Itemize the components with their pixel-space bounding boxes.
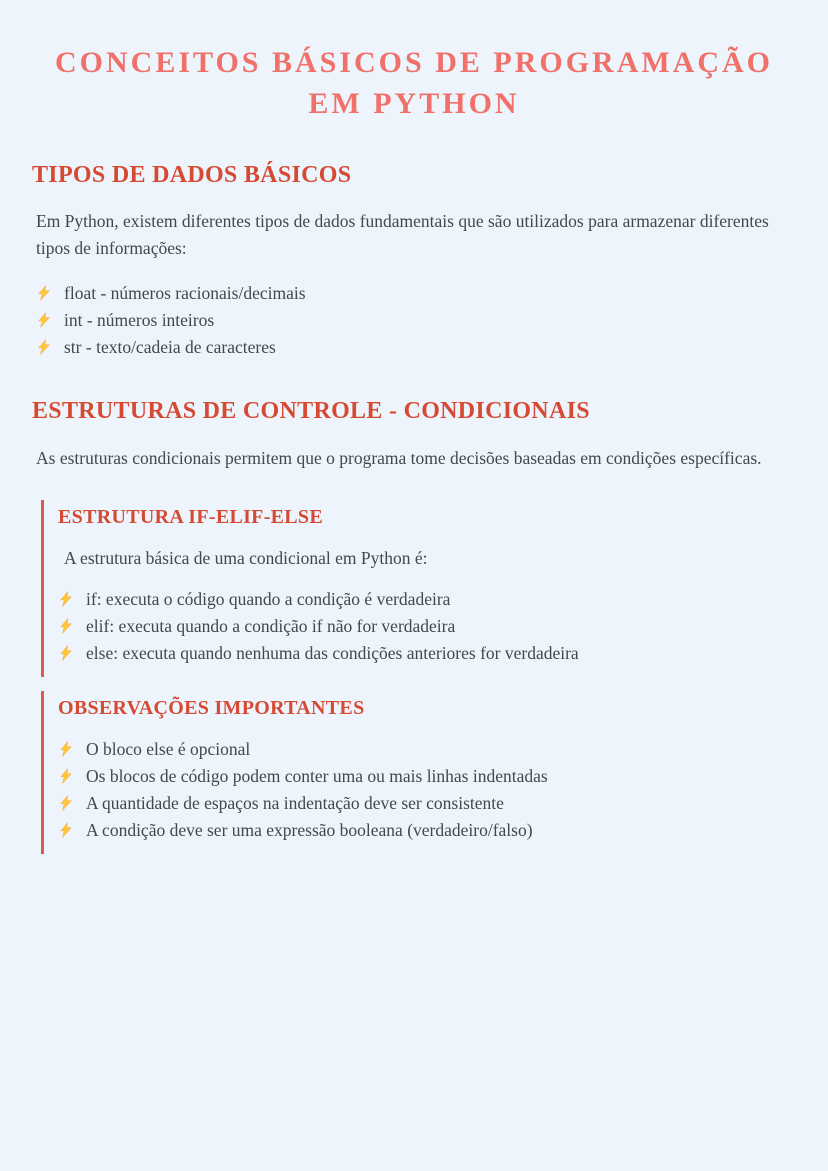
list-item-text: Os blocos de código podem conter uma ou mais linhas indentadas — [86, 765, 548, 786]
lightning-bolt-icon — [58, 820, 76, 840]
subsection-paragraph: A estrutura básica de uma condicional em Python é: — [64, 547, 428, 568]
section-paragraph: Em Python, existem diferentes tipos de dados fundamentais que são utilizados para armazenar diferentes tipos de informações: — [36, 211, 769, 259]
list-item — [58, 613, 796, 640]
list-item-text: str - texto/cadeia de caracteres — [64, 337, 276, 358]
list-item-text: float - números racionais/decimais — [64, 283, 306, 304]
subsection-estrutura-if-elif-else — [41, 500, 796, 677]
lightning-bolt-icon — [36, 310, 54, 330]
section-paragraph: As estruturas condicionais permitem que o programa tome decisões baseadas em condições específicas. — [36, 447, 762, 468]
list-item — [36, 334, 796, 361]
lightning-bolt-icon — [58, 793, 76, 813]
page-title: CONCEITOS BÁSICOS DE PROGRAMAÇÃO EM PYTHON — [54, 46, 774, 121]
section-estruturas-de-controle — [32, 398, 796, 853]
lightning-bolt-icon — [36, 337, 54, 357]
lightning-bolt-icon — [58, 739, 76, 759]
list-item — [36, 280, 796, 307]
list-item — [58, 586, 796, 613]
lightning-bolt-icon — [36, 283, 54, 303]
lightning-bolt-icon — [58, 766, 76, 786]
section-tipos-de-dados — [32, 162, 796, 361]
lightning-bolt-icon — [58, 589, 76, 609]
list-item — [58, 817, 796, 844]
list-item — [58, 736, 796, 763]
subsection-observacoes-importantes — [41, 691, 796, 854]
list-item-text: else: executa quando nenhuma das condições anteriores for verdadeira — [86, 642, 579, 663]
data-types-list — [32, 280, 796, 361]
lightning-bolt-icon — [58, 643, 76, 663]
list-item-text: O bloco else é opcional — [86, 738, 251, 759]
list-item — [58, 790, 796, 817]
section-heading-tipos-de-dados: TIPOS DE DADOS BÁSICOS — [32, 161, 352, 188]
lightning-bolt-icon — [58, 616, 76, 636]
list-item-text: A condição deve ser uma expressão booleana (verdadeiro/falso) — [86, 819, 533, 840]
section-heading-estruturas-de-controle: ESTRUTURAS DE CONTROLE - CONDICIONAIS — [32, 398, 590, 425]
observacoes-list — [58, 736, 796, 844]
subsection-heading-observacoes: OBSERVAÇÕES IMPORTANTES — [58, 696, 365, 719]
subsection-heading-if-elif-else: ESTRUTURA IF-ELIF-ELSE — [58, 505, 323, 528]
list-item-text: A quantidade de espaços na indentação deve ser consistente — [86, 792, 504, 813]
list-item — [58, 640, 796, 667]
list-item-text: elif: executa quando a condição if não for verdadeira — [86, 615, 456, 636]
if-elif-else-list — [58, 586, 796, 667]
list-item — [58, 763, 796, 790]
list-item — [36, 307, 796, 334]
list-item-text: if: executa o código quando a condição é verdadeira — [86, 588, 451, 609]
list-item-text: int - números inteiros — [64, 310, 215, 331]
